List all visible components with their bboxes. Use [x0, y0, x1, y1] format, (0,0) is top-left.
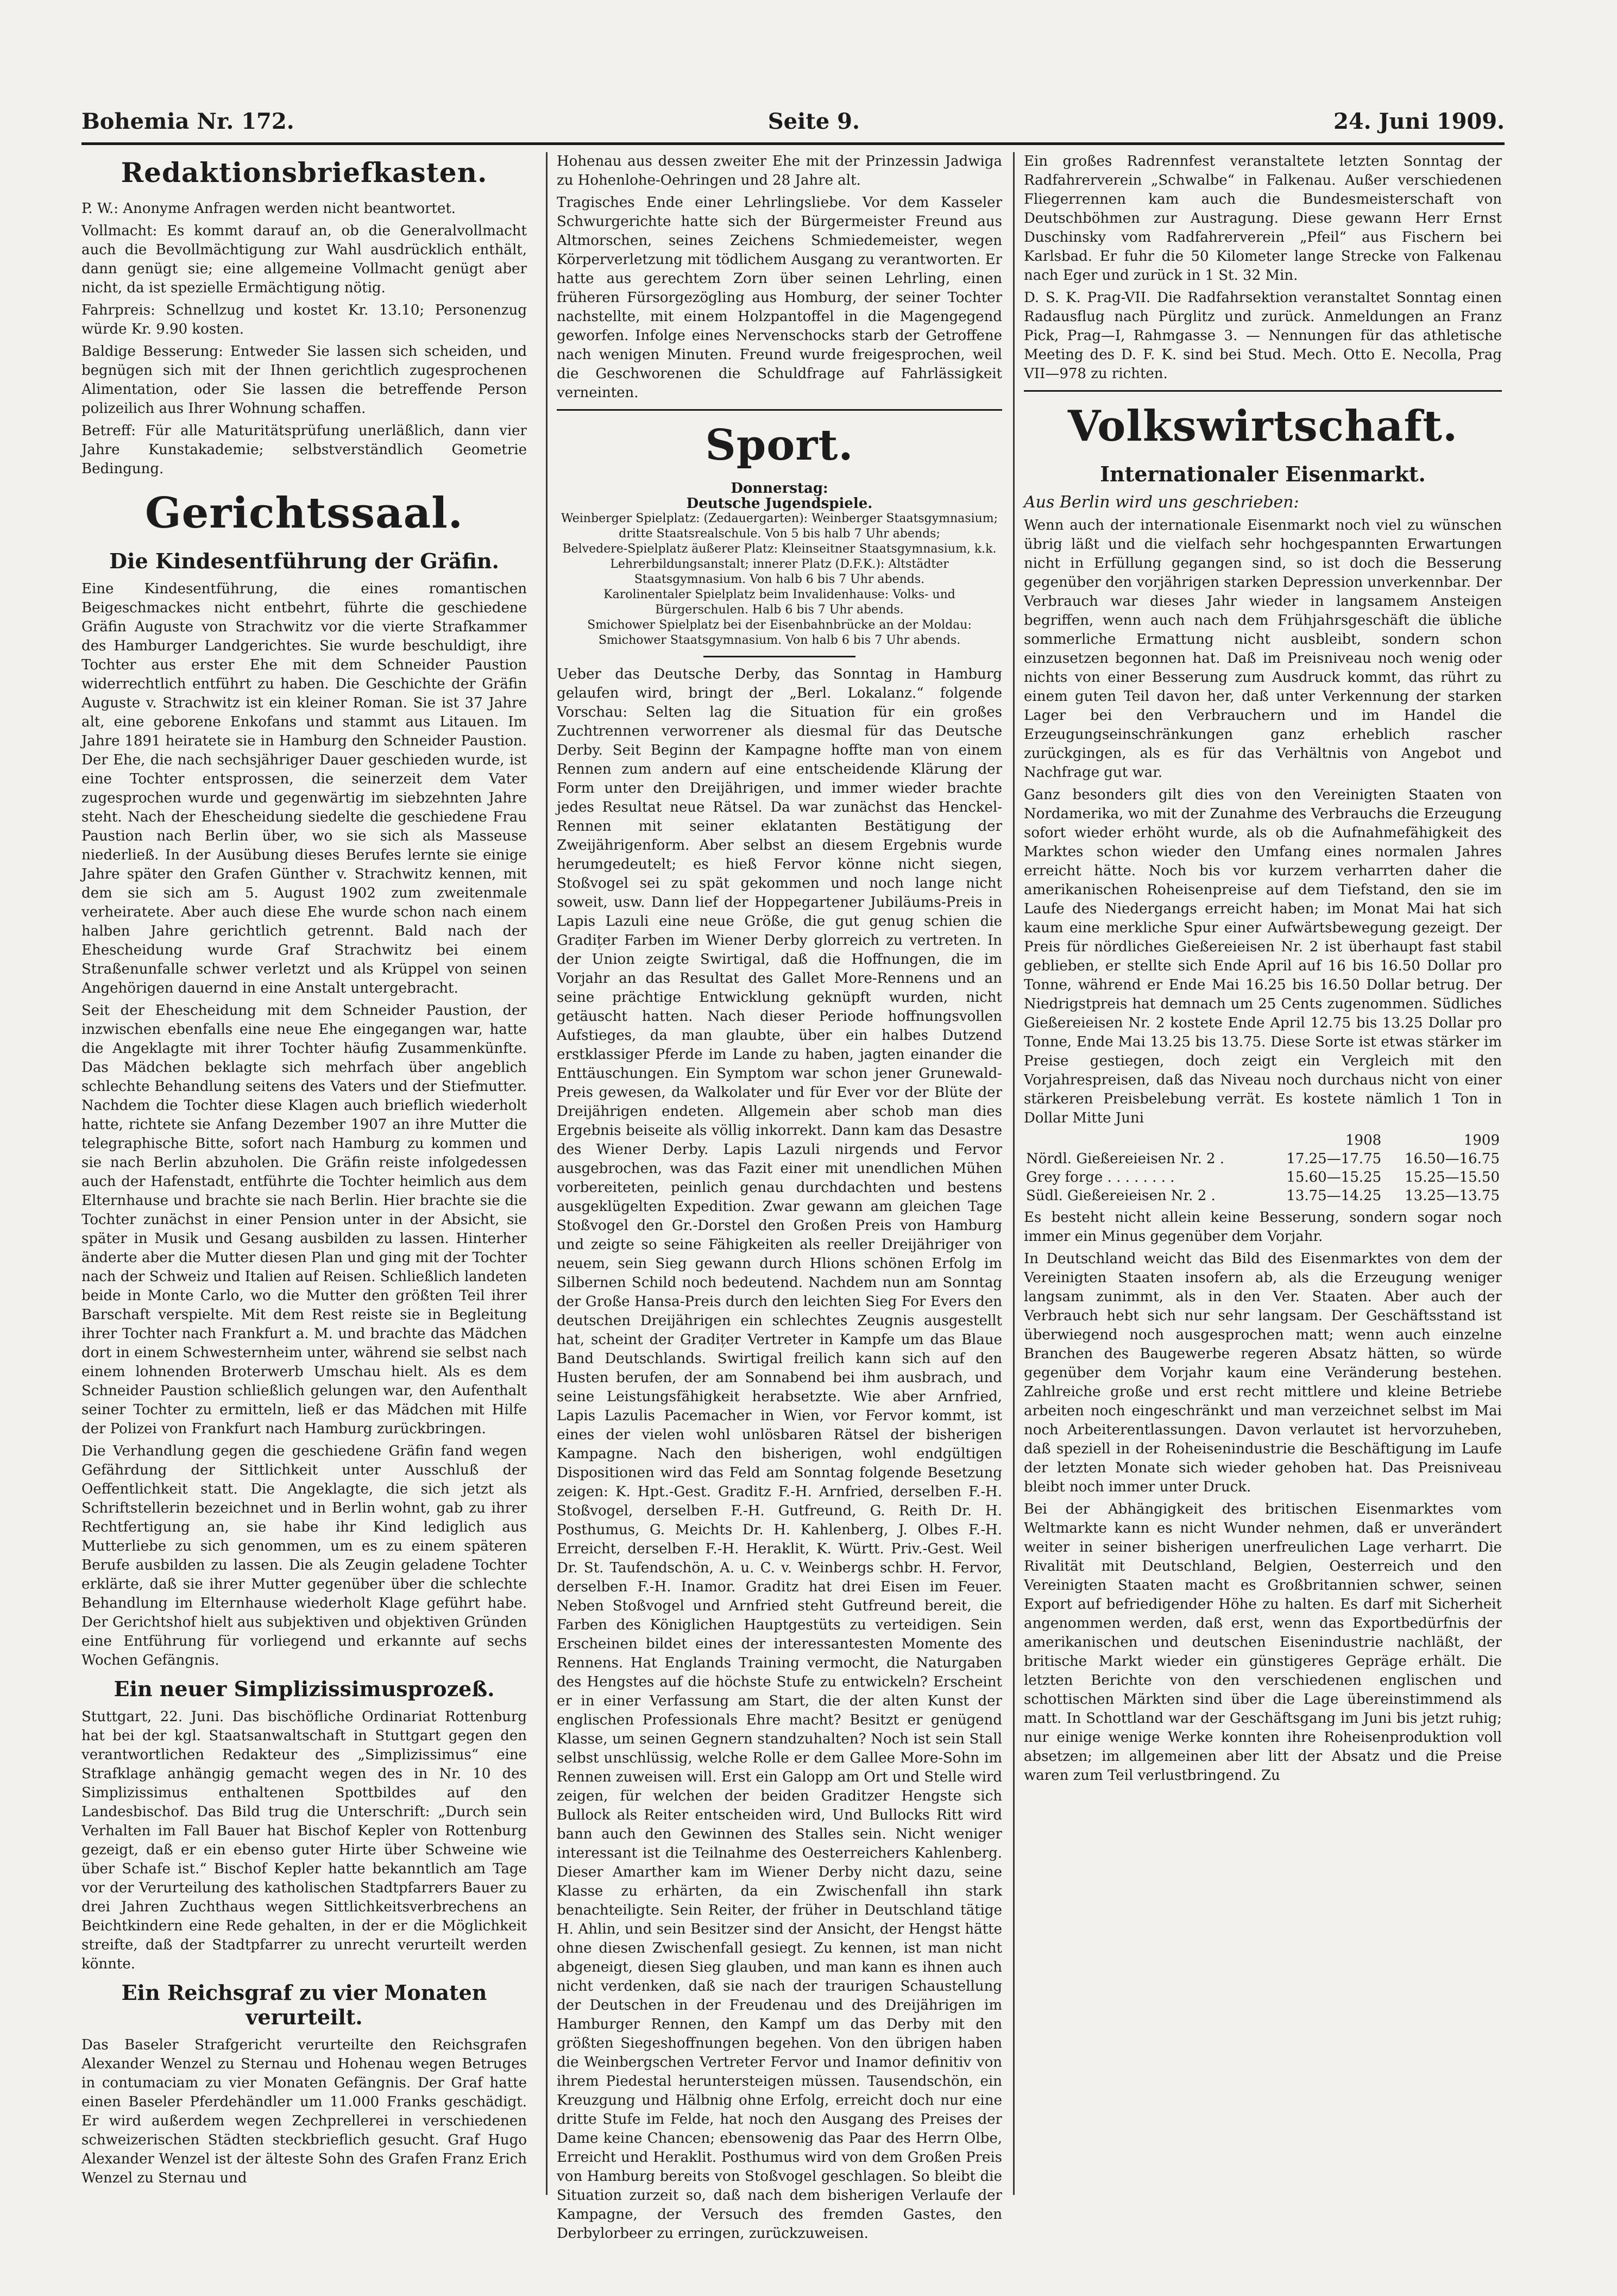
article-paragraph: Eine Kindesentführung, die eines romantischen Beigeschmackes nicht entbehrt, führte die geschiedene Gräfin Auguste von Strachwitz vor die vierte Strafkammer des Hamburger Landgerichtes. Sie wurde beschuldigt, ihre Tochter aus erster Ehe mit dem Schneider Paustion widerrechtlich entführt zu haben. Die Geschichte der Gräfin Auguste v. Strachwitz ist ein kleiner Roman. Sie ist 37 Jahre alt, eine geborene Enkofans und stammt aus Litauen. Im Jahre 1891 heiratete sie in Hamburg den Schneider Paustion. Der Ehe, die nach sechsjähriger Dauer geschieden wurde, ist eine Tochter entsprossen, die seinerzeit dem Vater zugesprochen wurde und gegenwärtig im siebzehnten Jahre steht. Nach der Ehescheidung siedelte die geschiedene Frau Paustion nach Berlin über, wo sie sich als Masseuse niederließ. In der Ausübung dieses Berufes lernte sie einige Jahre später den Grafen Günther v. Strachwitz kennen, mit dem sie sich am 5. August 1902 zum zweitenmale verheiratete. Aber auch diese Ehe wurde schon nach einem halben Jahre gerichtlich getrennt. Bald nach der Ehescheidung wurde Graf Strachwitz bei einem Straßenunfalle schwer verletzt und als Krüppel von seinen Angehörigen dauernd in eine Anstalt untergebracht. — [81, 581, 527, 996]
column-divider — [546, 152, 548, 2195]
price-1908: 13.75—14.25 — [1286, 1188, 1382, 1204]
column-divider — [1013, 152, 1015, 2195]
price-table — [1024, 1131, 1502, 1205]
price-row-label: Nördl. Gießereieisen Nr. 2 . — [1026, 1151, 1225, 1167]
price-table-year: 1909 — [1463, 1132, 1500, 1149]
article-paragraph: Es besteht nicht allein keine Besserung, sondern sogar noch immer ein Minus gegenüber dem Vorjahr. — [1024, 1209, 1502, 1245]
article-paragraph: Ganz besonders gilt dies von den Vereinigten Staaten von Nordamerika, wo mit der Zunahme des Verbrauchs die Erzeugung sofort wieder erhöht wurde, als ob die Aufnahmefähigkeit des Marktes schon wieder den Umfang eines normalen Jahres erreicht hätte. Noch bis vor kurzem verharrten daher die amerikanischen Roheisenpreise auf dem Tiefstand, den sie im Laufe des Niedergangs erreicht haben; im Monat Mai hat sich kaum eine merkliche Spur einer Aufwärtsbewegung gezeigt. Der Preis für nördliches Gießereieisen Nr. 2 ist überhaupt fast stabil geblieben, er stellte sich Ende April auf 16 bis 16.50 Dollar pro Tonne, während er Ende Mai 16.25 bis 16.50 Dollar betrug. Der Niedrigstpreis hat demnach um 25 Cents zugenommen. Südliches Gießereieisen Nr. 2 kostete Ende April 12.75 bis 13.25 Dollar pro Tonne, Ende Mai 13.25 bis 13.75. Diese Sorte ist etwas stärker im Preise gestiegen, doch zeigt ein Vergleich mit den Vorjahrespreisen, daß das Niveau noch durchaus nicht von einer stärkeren Preisbelebung verrät. Es kostete nämlich 1 Ton in Dollar Mitte Juni — [1024, 787, 1502, 1126]
article-title: Ein Reichsgraf zu vier Monaten verurteilt. — [121, 1980, 487, 2029]
header-rule — [81, 142, 1505, 145]
briefkasten-entry: P. W.: Anonyme Anfragen werden nicht beantwortet. — [81, 200, 456, 217]
article-title: Ein neuer Simplizissimusprozeß. — [114, 1677, 495, 1701]
price-1909: 16.50—16.75 — [1405, 1151, 1500, 1167]
section-rule — [1024, 390, 1502, 392]
price-table-header — [1024, 1131, 1502, 1150]
volkswirtschaft-title: Volkswirtschaft. — [1067, 402, 1458, 451]
article-paragraph: Ein großes Radrennfest veranstaltete letzten Sonntag der Radfahrerverein „Schwalbe“ in Falkenau. Außer verschiedenen Fliegerrennen kam auch die Bundesmeisterschaft von Deutschböhmen zur Austragung. Diese gewann Herr Ernst Duschinsky vom Radfahrerverein „Pfeil“ aus Fischern bei Karlsbad. Er fuhr die 50 Kilometer lange Strecke von Falkenau nach Eger und zurück in 1 St. 32 Min. — [1024, 153, 1502, 284]
header-date: 24. Juni 1909. — [1333, 108, 1505, 134]
sport-schedule-line: Smichower Spielplatz bei der Eisenbahnbrücke an der Moldau: Smichower Staatsgymnasium. Von halb 6 bis 7 Uhr abends. — [587, 618, 972, 647]
price-table-row — [1024, 1168, 1502, 1187]
price-table-corner — [1024, 1131, 1265, 1150]
briefkasten-entry: Betreff: Für alle Maturitätsprüfung unerläßlich, dann vier Jahre Kunstakademie; selbstverständlich Geometrie Bedingung. — [81, 423, 527, 477]
sport-day: Donnerstag: — [731, 480, 828, 497]
article-dateline: Aus Berlin wird uns geschrieben: — [1024, 493, 1299, 512]
column-3 — [1024, 152, 1502, 1789]
price-1908: 15.60—15.25 — [1286, 1169, 1382, 1185]
article-paragraph: Wenn auch der internationale Eisenmarkt noch viel zu wünschen übrig läßt und die vielfach sehr hochgespannten Erwartungen nicht in Erfüllung gegangen sind, so ist doch die Besserung gegenüber den vorjährigen starken Depression unverkennbar. Der Verbrauch war dieses Jahr wieder in langsamem Ansteigen begriffen, wenn auch nach dem Frühjahrsgeschäft die übliche sommerliche Ermattung nicht ausbleibt, sondern schon einzusetzen begonnen hat. Daß im Preisniveau noch wenig oder nichts von einer Besserung zum Ausdruck kommt, das rührt zu einem guten Teil davon her, daß unter Verkennung der starken Lager bei den Verbrauchern und im Handel die Erzeugungseinschränkungen ganz erheblich rascher zurückgingen, als es für das Verhältnis von Angebot und Nachfrage gut war. — [1024, 517, 1502, 781]
article-paragraph: Die Verhandlung gegen die geschiedene Gräfin fand wegen Gefährdung der Sittlichkeit unter Ausschluß der Oeffentlichkeit statt. Die Angeklagte, die sich jetzt als Schriftstellerin bezeichnet und in Berlin wohnt, gab zu ihrer Rechtfertigung an, sie habe ihr Kind lediglich aus Mutterliebe zu sich genommen, um es zu einem späteren Berufe ausbilden zu lassen. Die als Zeugin geladene Tochter erklärte, daß sie ihrer Mutter gegenüber über die schlechte Behandlung im Elternhause wiederholt Klage geführt habe. Der Gerichtshof hielt aus subjektiven und objektiven Gründen eine Entführung für vorliegend und erkannte auf sechs Wochen Gefängnis. — [81, 1443, 527, 1668]
article-paragraph: Stuttgart, 22. Juni. Das bischöfliche Ordinariat Rottenburg hat bei der kgl. Staatsanwaltschaft in Stuttgart gegen den verantwortlichen Redakteur des „Simplizissimus“ eine Strafklage anhängig gemacht wegen des in Nr. 10 des Simplizissimus enthaltenen Spottbildes auf den Landesbischof. Das Bild trug die Unterschrift: „Durch sein Verhalten im Fall Bauer hat Bischof Kepler von Rottenburg gezeigt, daß er ein ebenso guter Hirte über Schweine wie über Schafe ist.“ Bischof Kepler hatte bekanntlich am Tage vor der Verurteilung des katholischen Stadtpfarrers Bauer zu drei Jahren Zuchthaus wegen Sittlichkeitsverbrechens an Beichtkindern eine Rede gehalten, in der er die Möglichkeit streifte, daß der Stadtpfarrer zu unrecht verurteilt werden könnte. — [81, 1709, 527, 1972]
price-row-label: Südl. Gießereieisen Nr. 2 . — [1026, 1188, 1216, 1204]
sport-schedule-line: Karolinentaler Spielplatz beim Invalidenhause: Volks- und Bürgerschulen. Halb 6 bis 7 Uhr abends. — [603, 588, 955, 617]
gerichtssaal-title: Gerichtssaal. — [145, 488, 463, 538]
sport-schedule-line: Weinberger Spielplatz: (Zedauergarten): Weinberger Staatsgymnasium; dritte Staatsrealschule. Von 5 bis halb 7 Uhr abends; — [561, 512, 998, 541]
sport-title: Sport. — [705, 421, 854, 470]
article-paragraph: Das Baseler Strafgericht verurteilte den Reichsgrafen Alexander Wenzel zu Sternau und Hohenau wegen Betruges in contumaciam zu vier Monaten Gefängnis. Der Graf hatte einen Baseler Pferdehändler um 11.000 Franks geschädigt. Er wird außerdem wegen Zechprellerei in verschiedenen schweizerischen Städten steckbrieflich gesucht. Graf Hugo Alexander Wenzel ist der älteste Sohn des Grafen Franz Erich Wenzel zu Sternau und — [81, 2037, 527, 2186]
section-rule — [703, 656, 855, 657]
article-paragraph: Bei der Abhängigkeit des britischen Eisenmarktes vom Weltmarkte kann es nicht Wunder nehmen, daß er unverändert weiter in seiner bisherigen unerfreulichen Lage verharrt. Die Rivalität mit Deutschland, Belgien, Oesterreich und den Vereinigten Staaten macht es Großbritannien schwer, seinen Export auf befriedigender Höhe zu halten. Es darf mit Sicherheit angenommen werden, daß erst, wenn das Exportbedürfnis der amerikanischen und deutschen Eisenindustrie nachläßt, der britische Markt wieder ein günstigeres Gepräge erhält. Die letzten Berichte von den verschiedenen englischen und schottischen Märkten sind über die Lage übereinstimmend als matt. In Schottland war der Geschäftsgang im Juni bis jetzt ruhig; nur einige wenige Werke konnten ihre Roheisenproduktion voll absetzen; im allgemeinen aber litt der Absatz und die Preise waren zum Teil verlustbringend. Zu — [1024, 1501, 1502, 1784]
section-rule — [557, 409, 1002, 411]
sport-schedule — [557, 481, 1002, 648]
column-2 — [557, 152, 1002, 2247]
article-paragraph: Hohenau aus dessen zweiter Ehe mit der Prinzessin Jadwiga zu Hohenlohe-Oehringen und 28 Jahre alt. — [557, 153, 1002, 189]
column-1 — [81, 152, 527, 2191]
header-issue: Bohemia Nr. 172. — [81, 108, 294, 134]
article-paragraph: Ueber das Deutsche Derby, das Sonntag in Hamburg gelaufen wird, bringt der „Berl. Lokalanz.“ folgende Vorschau: Selten lag die Situation für ein großes Zuchtrennen verworrener als diesmal für das Deutsche Derby. Seit Beginn der Kampagne hoffte man von einem Rennen zum andern auf eine entscheidende Klärung der Form unter den Dreijährigen, und immer wieder brachte jedes Resultat neue Rätsel. Da war zunächst das Henckel-Rennen mit seiner eklatanten Bestätigung der Zweijährigenform. Aber selbst an diesem Ergebnis wurde herumgedeutelt; es hieß Fervor könne nicht siegen, Stoßvogel sei zu spät gekommen und noch lange nicht soweit, usw. Dann lief der Hoppegartener Jubiläums-Preis in Lapis Lazuli eine neue Größe, die gut genug schien die Gradițer Farben im Wiener Derby glorreich zu vertreten. In der Union zeigte Swirtigal, daß die Hoffnungen, die im Vorjahr an das Resultat des Gallet More-Rennens und an seine prächtige Entwicklung geknüpft wurden, nicht getäuscht hatten. Nach dieser Periode hoffnungsvollen Aufstieges, da man glaubte, über ein halbes Dutzend erstklassiger Pferde im Lande zu haben, jagten einander die Enttäuschungen. Ein Symptom war schon jener Grunewald-Preis gewesen, da Walkolater und für Ever vor der Blüte der Dreijährigen endeten. Allgemein aber schob man dies Ergebnis beiseite als völlig inkorrekt. Dann kam das Desastre des Wiener Derby. Lapis Lazuli nirgends und Fervor ausgebrochen, was das Fazit einer mit unendlichen Mühen vorbereiteten, peinlich genau durchdachten und bestens ausgeklügelten Expedition. Zwar gewann am gleichen Tage Stoßvogel den Gr.-Dorstel den Großen Preis von Hamburg und zeigte so seine Fähigkeiten als reeller Dreijähriger von neuem, sein Sieg gewann durch Hlions schönen Erfolg im Silbernen Schild noch bedeutend. Nachdem nun am Sonntag der Große Hansa-Preis durch den leichten Sieg For Evers den deutschen Dreijährigen ein schlechtes Zeugnis ausgestellt hat, scheint der Gradițer Vertreter in Kampfe um das Blaue Band Deutschlands. Swirtigal freilich kann sich auf den Husten berufen, der am Sonnabend bei ihm ausbrach, und seine Leistungsfähigkeit herabsetzte. Wie aber Arnfried, Lapis Lazulis Pacemacher in Wien, vor Fervor kommt, ist eines der vielen wohl unlösbaren Rätsel der bisherigen Kampagne. Nach den bisherigen, wohl endgültigen Dispositionen wird das Feld am Sonntag folgende Besetzung zeigen: K. Hpt.-Gest. Graditz F.-H. Arnfried, derselben F.-H. Stoßvogel, derselben F.-H. Gutfreund, G. Reith Dr. H. Posthumus, G. Meichts Dr. H. Kahlenberg, J. Olbes F.-H. Erreicht, derselben F.-H. Heraklit, K. Württ. Priv.-Gest. Weil Dr. St. Taufendschön, A. u. C. v. Weinbergs schbr. H. Fervor, derselben F.-H. Inamor. Graditz hat drei Eisen im Feuer. Neben Stoßvogel und Arnfried steht Gutfreund bereit, die Farben des Königlichen Hauptgestüts zu verteidigen. Sein Erscheinen bildet eines der interessantesten Momente des Rennens. Hat Englands Training vermocht, die Naturgaben des Hengstes auf die höchste Stufe zu entwickeln? Erscheint er in einer Verfassung am Start, die der alten Kunst der englischen Professionals Ehre macht? Besitzt er genügend Klasse, um seinen Gegnern standzuhalten? Noch ist sein Stall selbst unschlüssig, welche Rolle er dem Gallee More-Sohn im Rennen zuweisen will. Erst ein Galopp am Ort und Stelle wird zeigen, für welchen der beiden Graditzer Hengste sich Bullock als Reiter entscheiden wird, Und Bullocks Ritt wird bann auch den Gewinnen des Stalles sein. Nicht weniger interessant ist die Teilnahme des Oesterreichers Kahlenberg. Dieser Amarther kam im Wiener Derby nicht dazu, seine Klasse zu erhärten, da ein Zwischenfall ihn stark benachteiligte. Sein Reiter, der früher in Deutschland tätige H. Ahlin, und sein Besitzer sind der Ansicht, der Hengst hätte ohne diesen Zwischenfall gesiegt. Zu kennen, ist man nicht abgeneigt, diesen Sieg glauben, und man kann es ihnen auch nicht verdenken, daß sie nach der traurigen Schaustellung der Deutschen in der Freudenau und des Dreijährigen im Hamburger Rennen, den Kampf um das Derby mit den größten Siegeshoffnungen begehen. Von den übrigen haben die Weinbergschen Vertreter Fervor und Inamor definitiv von ihrem Piedestal heruntersteigen müssen. Tausendschön, ein Kreuzgung und Hälbnig ohne Erfolg, erreicht doch nur eine dritte Stufe im Felde, hat noch den Ausgang des Preises der Dame keine Chancen; ebensowenig das Paar des Herrn Olbe, Erreicht und Heraklit. Posthumus wird von dem Großen Preis von Hamburg bereits von Stoßvogel geschlagen. So bleibt die Situation zurzeit so, daß nach dem bisherigen Verlaufe der Kampagne, der Versuch des fremden Gastes, den Derbylorbeer zu erringen, zurückzuweisen. — [557, 666, 1002, 2242]
header-page-number: Seite 9. — [767, 108, 860, 134]
sport-event-heading: Deutsche Jugendspiele. — [686, 495, 873, 512]
briefkasten-title: Redaktionsbriefkasten. — [121, 156, 488, 189]
article-title: Die Kindesentführung der Gräfin. — [109, 549, 499, 573]
price-table-row — [1024, 1150, 1502, 1168]
price-row-label: Grey forge . . . . . . . . — [1026, 1169, 1175, 1185]
price-1908: 17.25—17.75 — [1286, 1151, 1382, 1167]
page-header — [81, 102, 1505, 140]
price-1909: 13.25—13.75 — [1405, 1188, 1500, 1204]
briefkasten-entry: Vollmacht: Es kommt darauf an, ob die Generalvollmacht auch die Bevollmächtigung zur Wahl ausdrücklich enthält, dann genügt sie; eine allgemeine Vollmacht genügt aber nicht, da ist spezielle Ermächtigung nötig. — [81, 223, 527, 296]
article-title: Internationaler Eisenmarkt. — [1100, 462, 1426, 486]
article-paragraph: Tragisches Ende einer Lehrlingsliebe. Vor dem Kasseler Schwurgerichte hatte sich der Bürgermeister Freund aus Altmorschen, seines Zeichens Schmiedemeister, wegen Körperverletzung mit tödlichem Ausgang zu verantworten. Er hatte aus gerechtem Zorn über seinen Lehrling, einen früheren Fürsorgezögling aus Homburg, der seiner Tochter nachstellte, mit einem Holzpantoffel in die Magengegend geworfen. Infolge eines Nervenschocks starb der Getroffene nach wenigen Minuten. Freund wurde freigesprochen, weil die Geschworenen die Schuldfrage auf Fahrlässigkeit verneinten. — [557, 195, 1002, 401]
article-paragraph: Seit der Ehescheidung mit dem Schneider Paustion, der inzwischen ebenfalls eine neue Ehe eingegangen war, hatte die Angeklagte mit ihrer Tochter häufig Zusammenkünfte. Das Mädchen beklagte sich mehrfach über angeblich schlechte Behandlung seitens des Vaters und der Stiefmutter. Nachdem die Tochter diese Klagen auch brieflich wiederholt hatte, richtete sie Anfang Dezember 1907 an ihre Mutter die telegraphische Bitte, sofort nach Hamburg zu kommen und sie nach Berlin abzuholen. Die Gräfin reiste infolgedessen auch der Hafenstadt, entführte die Tochter heimlich aus dem Elternhause und brachte sie nach Berlin. Hier brachte sie die Tochter zunächst in einer Pension unter in der Absicht, sie später in Musik und Gesang ausbilden zu lassen. Hinterher änderte aber die Mutter diesen Plan und ging mit der Tochter nach der Schweiz und Italien auf Reisen. Schließlich landeten beide in Monte Carlo, wo die Mutter den größten Teil ihrer Barschaft verspielte. Mit dem Rest reiste sie in Begleitung ihrer Tochter nach Frankfurt a. M. und brachte das Mädchen dort in einem Schwesternheim unter, während sie selbst nach einem lohnenden Broterwerb Umschau hielt. Als es dem Schneider Paustion schließlich gelungen war, den Aufenthalt seiner Tochter zu ermitteln, ließ er das Mädchen mit Hilfe der Polizei von Frankfurt nach Hamburg zurückbringen. — [81, 1002, 527, 1437]
article-paragraph: In Deutschland weicht das Bild des Eisenmarktes von dem der Vereinigten Staaten insofern ab, als die Erzeugung weniger langsam zunimmt, als in den Ver. Staaten. Aber auch der Verbrauch hebt sich nur sehr langsam. Der Geschäftsstand ist überwiegend noch ausgesprochen matt; wenn auch einzelne Branchen des Baugewerbe regeren Absatz hätten, so würde gegenüber dem Vorjahr kaum eine Veränderung bestehen. Zahlreiche große und erst recht mittlere und kleine Betriebe arbeiten noch eingeschränkt und man verzeichnet selbst im Mai noch Arbeiterentlassungen. Davon verlautet ist hervorzuheben, daß speziell in der Roheisenindustrie die Beschäftigung im Laufe der letzten Monate sich wieder gehoben hat. Das Preisniveau bleibt noch immer unter Druck. — [1024, 1251, 1502, 1495]
briefkasten-entry: Fahrpreis: Schnellzug und kostet Kr. 13.10; Personenzug würde Kr. 9.90 kosten. — [81, 302, 527, 337]
article-paragraph: D. S. K. Prag-VII. Die Radfahrsektion veranstaltet Sonntag einen Radausflug nach Pürglitz und zurück. Anmeldungen an Franz Pick, Prag—I, Rahmgasse 3. — Nennungen für das athletische Meeting des D. F. K. sind bei Stud. Mech. Otto E. Necolla, Prag VII—978 zu richten. — [1024, 290, 1502, 382]
price-table-row — [1024, 1187, 1502, 1205]
briefkasten-entry: Baldige Besserung: Entweder Sie lassen sich scheiden, und begnügen sich mit der Ihnen gerichtlich zugesprochenen Alimentation, oder Sie lassen die betreffende Person polizeilich aus Ihrer Wohnung schaffen. — [81, 343, 527, 417]
sport-schedule-line: Belvedere-Spielplatz äußerer Platz: Kleinseitner Staatsgymnasium, k.k. Lehrerbildungsanstalt; innerer Platz (D.F.K.): Altstädter Staatsgymnasium. Von halb 6 bis 7 Uhr abends. — [562, 542, 997, 586]
price-1909: 15.25—15.50 — [1405, 1169, 1500, 1185]
price-table-year: 1908 — [1345, 1132, 1382, 1149]
